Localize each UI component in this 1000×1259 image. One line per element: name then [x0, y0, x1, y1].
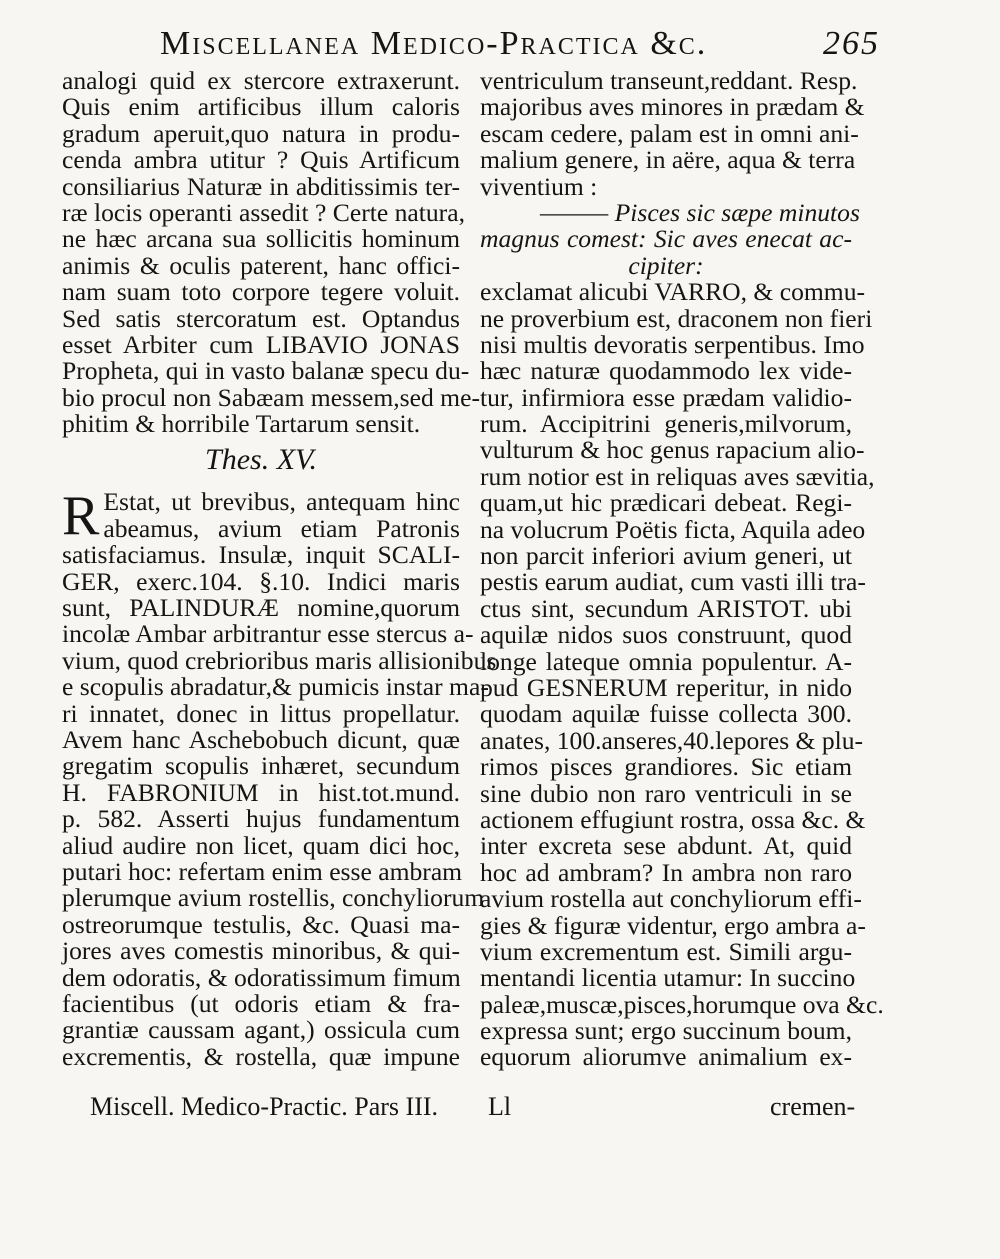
text-line: avium rostella aut conchyliorum effi- — [480, 884, 862, 914]
footer-running-title: Miscell. Medico-Practic. Pars III. — [90, 1092, 439, 1121]
text-line: aliud audire non licet, quam dici hoc, — [62, 830, 460, 860]
right-column-top-text — [480, 66, 865, 201]
text-line: sine dubio non raro ventriculi in se — [480, 778, 852, 808]
text-line: vium, quod crebrioribus maris allisionibus — [62, 645, 497, 675]
text-line: vium excrementum est. Simili argu- — [480, 936, 852, 966]
page-number: 265 — [823, 25, 880, 62]
text-line: gies & figuræ videntur, ergo ambra a- — [480, 910, 866, 940]
text-line: magnus comest: Sic aves enecat ac- — [480, 224, 852, 254]
text-line: non parcit inferiori avium generi, ut — [480, 541, 852, 571]
text-line: esset Arbiter cum LIBAVIO JONAS — [62, 329, 460, 359]
text-line: hæc naturæ quodammodo lex vide- — [480, 356, 852, 386]
text-line: sunt, PALINDURÆ nomine,quorum — [62, 593, 460, 623]
text-line: gregatim scopulis inhæret, secundum — [62, 751, 460, 781]
text-line: tur, infirmiora esse prædam validio- — [480, 382, 852, 412]
text-line: consiliarius Naturæ in abditissimis ter- — [62, 171, 460, 201]
text-line: nam suam toto corpore tegere voluit. — [62, 277, 460, 307]
text-line: ctus sint, secundum ARISTOT. ubi — [480, 593, 852, 623]
header-title: Miscellanea Medico-Practica &c. — [160, 25, 708, 62]
text-line: viventium : — [480, 171, 598, 201]
text-line: majoribus aves minores in prædam & — [480, 92, 865, 122]
left-column-bottom-text — [62, 485, 497, 1071]
right-column-bottom-text — [480, 277, 884, 1072]
text-line: paleæ,muscæ,pisces,horumque ova &c. — [480, 989, 884, 1019]
text-line: dem odoratis, & odoratissimum fimum — [62, 962, 461, 992]
text-line: vulturum & hoc genus rapacium alio- — [480, 435, 865, 465]
text-line: Avem hanc Aschebobuch dicunt, quæ — [62, 724, 460, 754]
drop-capital: R — [62, 485, 100, 548]
text-line: ne proverbium est, draconem non fieri — [480, 303, 873, 333]
text-line: actionem effugiunt rostra, ossa &c. & — [480, 804, 866, 834]
text-line: grantiæ caussam agant,) ossicula cum — [62, 1015, 460, 1045]
text-line: excrementis, & rostella, quæ impune — [62, 1041, 460, 1071]
text-line: rimos pisces grandiores. Sic etiam — [480, 752, 852, 782]
signature-mark: Ll — [488, 1092, 512, 1121]
text-line: anates, 100.anseres,40.lepores & plu- — [480, 725, 864, 755]
text-line: longe lateque omnia populentur. A- — [480, 646, 852, 676]
text-line: pestis earum audiat, cum vasti illi tra- — [480, 567, 866, 597]
text-line: Estat, ut brevibus, antequam hinc — [103, 487, 460, 517]
text-line: ri innatet, donec in littus propellatur. — [62, 698, 460, 728]
text-line: nisi multis devoratis serpentibus. Imo — [480, 329, 865, 359]
text-line: putari hoc: refertam enim esse ambram — [62, 856, 463, 886]
text-line: mentandi licentia utamur: In succino — [480, 963, 856, 993]
text-line: hoc ad ambram? In ambra non raro — [480, 857, 852, 887]
text-line: animis & oculis paterent, hanc offici- — [62, 250, 460, 280]
text-line: aquilæ nidos suos construunt, quod — [480, 620, 852, 650]
text-line: phitim & horribile Tartarum sensit. — [62, 409, 421, 439]
text-line: ——— Pisces sic sæpe minutos — [540, 197, 860, 227]
text-line: ræ locis operanti assedit ? Certe natura, — [62, 197, 465, 227]
text-line: malium genere, in aëre, aqua & terra — [480, 145, 856, 175]
running-header — [160, 22, 880, 66]
verse-quotation — [480, 197, 860, 280]
text-line: escam cedere, palam est in omni ani- — [480, 118, 859, 148]
text-line: ostreorumque testulis, &c. Quasi ma- — [62, 909, 460, 939]
text-line: H. FABRONIUM in hist.tot.mund. — [62, 777, 460, 807]
catchword: cremen- — [770, 1092, 856, 1121]
text-line: cipiter: — [628, 250, 704, 280]
text-line: rum notior est in reliquas aves sævitia, — [480, 461, 875, 491]
text-line: ne hæc arcana sua sollicitis hominum — [62, 224, 460, 254]
right-column — [480, 66, 884, 1072]
text-line: e scopulis abradatur,& pumicis instar ma- — [62, 672, 489, 702]
text-line: satisfaciamus. Insulæ, inquit SCALI- — [62, 540, 460, 570]
text-line: analogi quid ex stercore extraxerunt. — [62, 66, 460, 95]
text-line: inter excreta sese abdunt. At, quid — [480, 831, 852, 861]
text-line: abeamus, avium etiam Patronis — [103, 513, 460, 543]
text-line: cenda ambra utitur ? Quis Artificum — [62, 145, 460, 175]
thesis-paragraph — [62, 485, 497, 1071]
left-column-top-text — [62, 66, 480, 439]
text-line: GER, exerc.104. §.10. Indici maris — [62, 566, 460, 596]
text-line: exclamat alicubi VARRO, & commu- — [480, 277, 866, 307]
text-line: gradum aperuit,quo natura in produ- — [62, 118, 460, 148]
text-line: incolæ Ambar arbitrantur esse stercus a- — [62, 619, 474, 649]
text-line: Sed satis stercoratum est. Optandus — [62, 303, 460, 333]
text-line: p. 582. Asserti hujus fundamentum — [62, 804, 460, 834]
text-line: equorum aliorumve animalium ex- — [480, 1042, 852, 1072]
text-line: na volucrum Poëtis ficta, Aquila adeo — [480, 514, 866, 544]
text-line: pud GESNERUM reperitur, in nido — [480, 672, 852, 702]
text-line: Quis enim artificibus illum caloris — [62, 92, 460, 122]
text-line: ventriculum transeunt,reddant. Resp. — [480, 66, 858, 95]
text-line: expressa sunt; ergo succinum boum, — [480, 1016, 852, 1046]
text-line: Propheta, qui in vasto balanæ specu du- — [62, 356, 470, 386]
text-line: plerumque avium rostellis, conchyliorum — [62, 883, 485, 913]
text-line: jores aves comestis minoribus, & qui- — [62, 936, 460, 966]
text-line: rum. Accipitrini generis,milvorum, — [480, 409, 852, 439]
text-line: bio procul non Sabæam messem,sed me- — [62, 382, 480, 412]
section-heading: Thes. XV. — [205, 443, 317, 477]
text-line: facientibus (ut odoris etiam & fra- — [62, 988, 460, 1018]
text-line: quodam aquilæ fuisse collecta 300. — [480, 699, 852, 729]
text-line: quam,ut hic prædicari debeat. Regi- — [480, 488, 852, 518]
left-column — [62, 66, 497, 1071]
